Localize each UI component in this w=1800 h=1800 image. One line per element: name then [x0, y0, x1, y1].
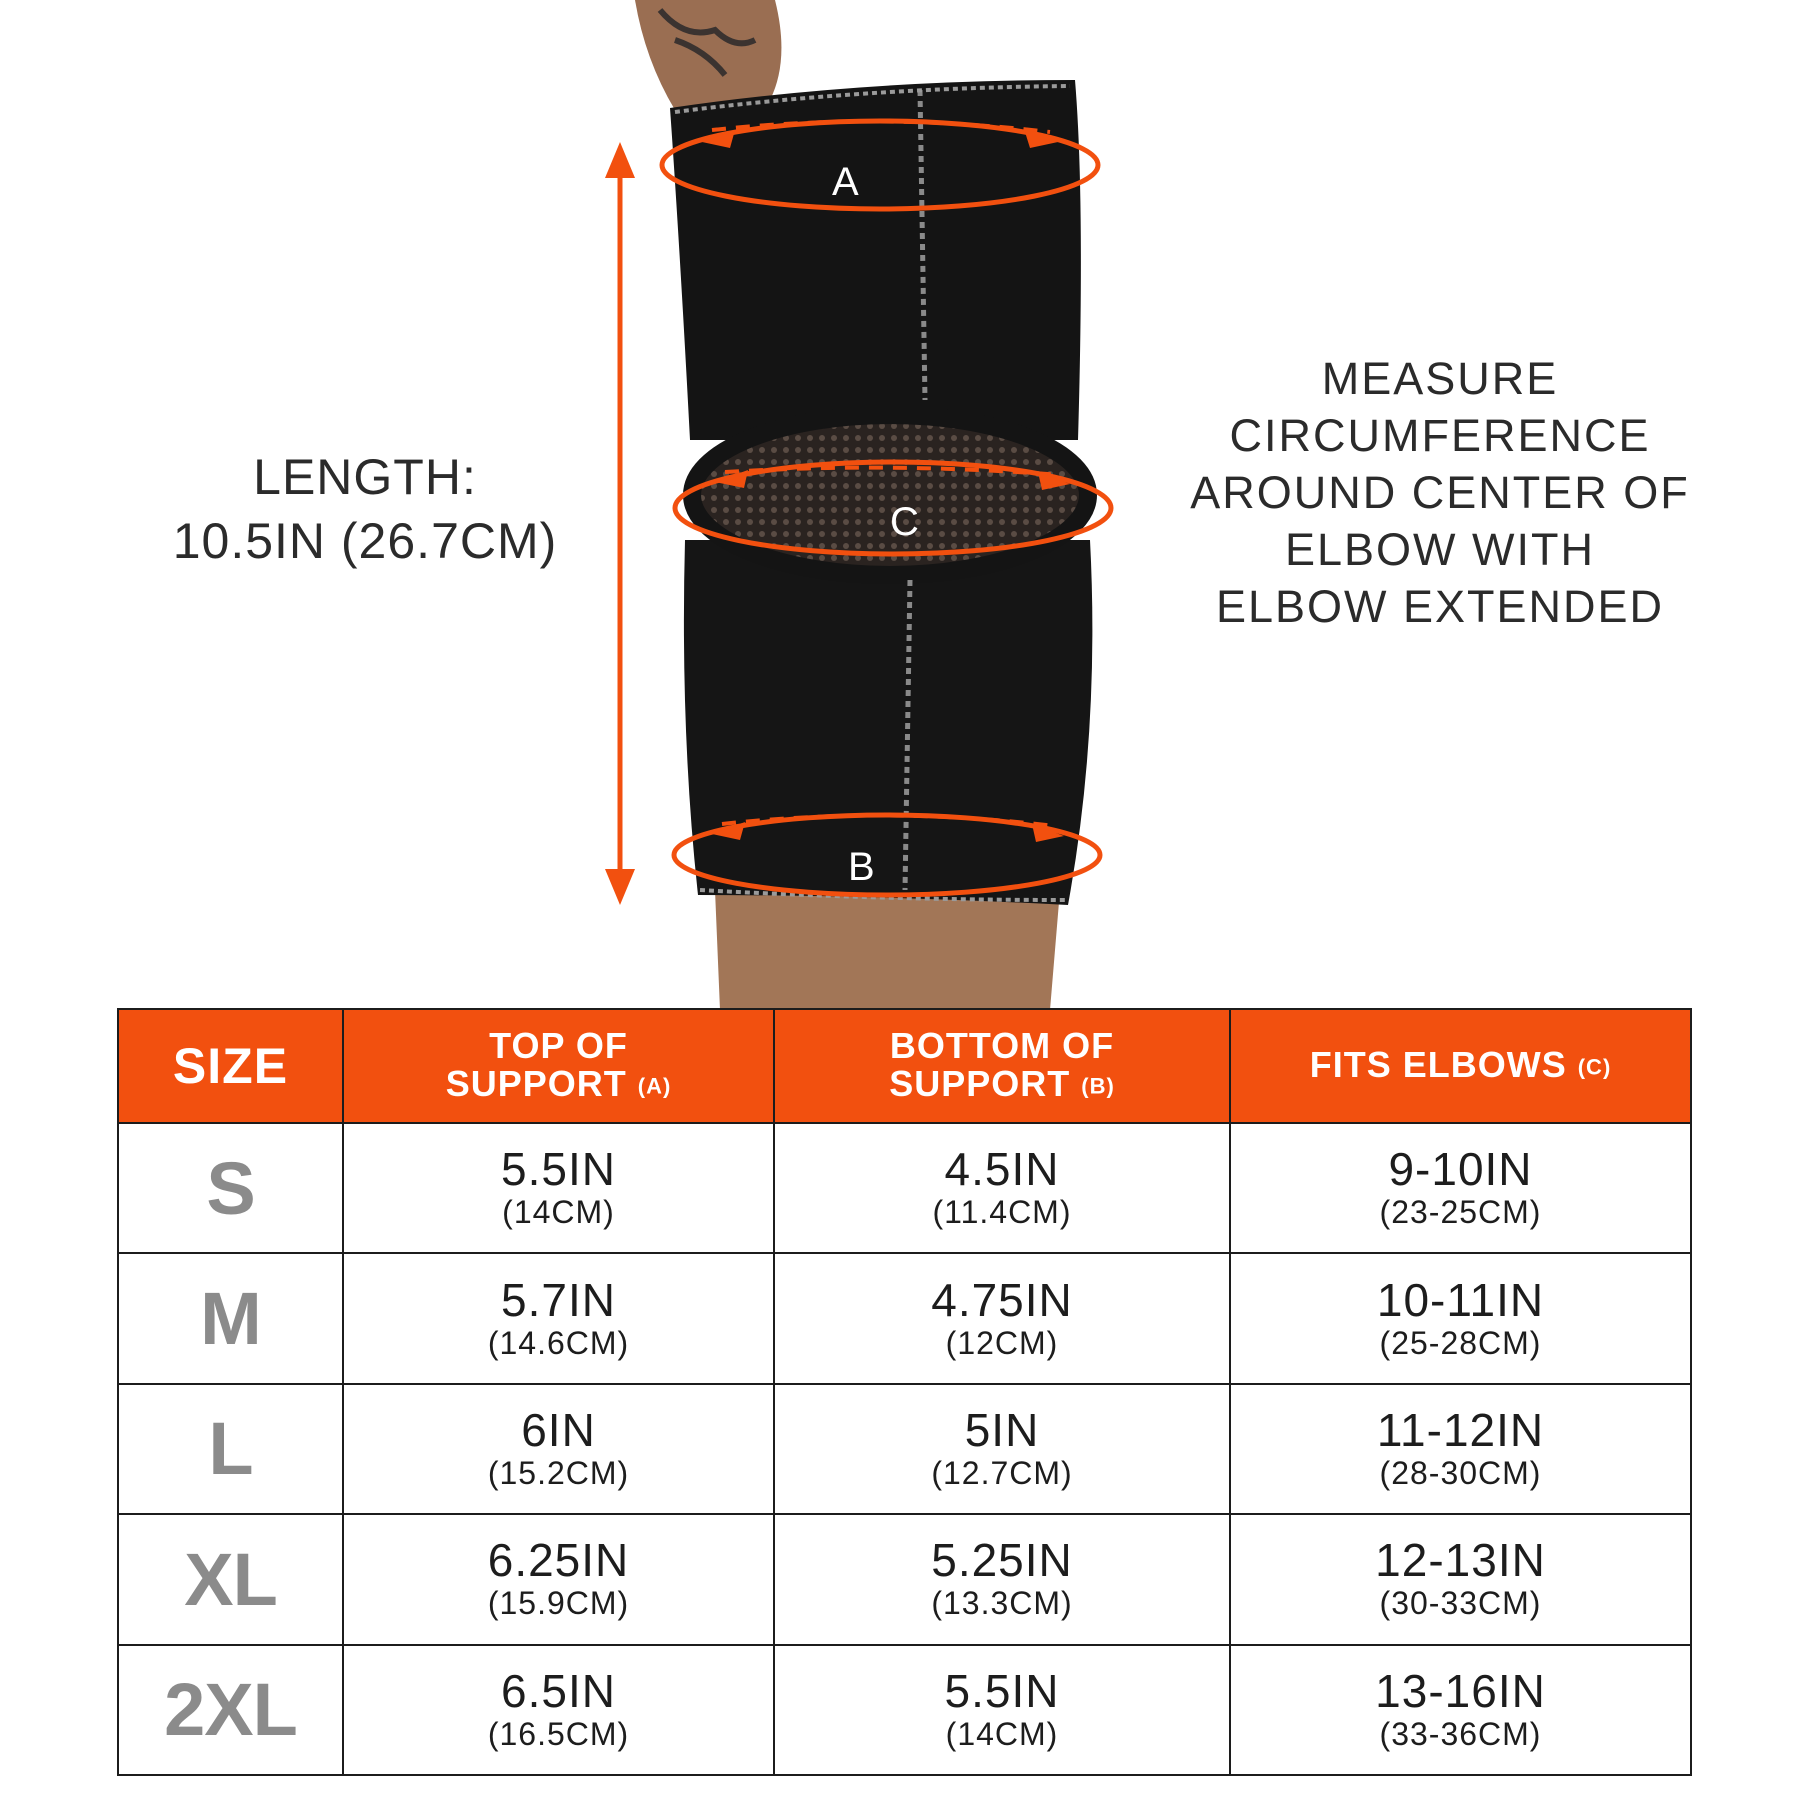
table-row: [118, 1645, 1691, 1775]
value-cm: (12.7CM): [931, 1454, 1073, 1491]
top-support-cell: [343, 1384, 774, 1514]
value-cm: (14.6CM): [487, 1324, 630, 1361]
sleeve-lower: [684, 540, 1092, 905]
length-arrow-head-top: [605, 142, 635, 178]
value-cm: (23-25CM): [1379, 1194, 1542, 1231]
value-cm: (14CM): [945, 1715, 1059, 1752]
value-inches: 5.5IN: [944, 1664, 1060, 1717]
fits-elbows-cell: [1230, 1253, 1691, 1383]
value-cm: (33-36CM): [1379, 1715, 1542, 1752]
measure-line: CIRCUMFERENCE: [1229, 410, 1651, 461]
size-cell: S: [118, 1123, 343, 1253]
size-cell: XL: [118, 1514, 343, 1644]
table-row: [118, 1123, 1691, 1253]
header-top-of-support: [343, 1009, 774, 1123]
table-header-row: [118, 1009, 1691, 1123]
value-cm: (30-33CM): [1379, 1585, 1542, 1622]
size-chart-table: [117, 1008, 1692, 1776]
bottom-support-cell: [774, 1645, 1230, 1775]
header-bottom-line1: BOTTOM OF: [889, 1024, 1115, 1066]
value-inches: 5IN: [964, 1403, 1040, 1456]
value-inches: 12-13IN: [1375, 1534, 1546, 1587]
measure-line: MEASURE: [1321, 353, 1559, 404]
value-inches: 6.5IN: [501, 1664, 616, 1717]
measure-instructions: [1160, 350, 1720, 635]
value-cm: (11.4CM): [932, 1194, 1072, 1231]
value-cm: (25-28CM): [1379, 1324, 1542, 1361]
value-inches: 10-11IN: [1376, 1273, 1545, 1326]
table-row: [118, 1514, 1691, 1644]
value-inches: 4.75IN: [931, 1273, 1073, 1326]
size-cell: 2XL: [118, 1645, 343, 1775]
length-label: [130, 445, 600, 573]
value-inches: 13-16IN: [1375, 1664, 1546, 1717]
measure-line: ELBOW EXTENDED: [1215, 581, 1665, 632]
value-inches: 5.25IN: [931, 1534, 1073, 1587]
header-fits-elbows: [1230, 1009, 1691, 1123]
header-bottom-of-support: [774, 1009, 1230, 1123]
value-cm: (14CM): [502, 1194, 615, 1231]
measure-line: ELBOW WITH: [1285, 524, 1595, 575]
table-row: [118, 1253, 1691, 1383]
size-cell: M: [118, 1253, 343, 1383]
header-top-tag: (A): [637, 1073, 672, 1099]
top-support-cell: [343, 1514, 774, 1644]
bottom-support-cell: [774, 1253, 1230, 1383]
value-inches: 6IN: [521, 1403, 596, 1456]
fits-elbows-cell: [1230, 1514, 1691, 1644]
value-cm: (12CM): [945, 1324, 1059, 1361]
bottom-support-cell: [774, 1514, 1230, 1644]
value-inches: 5.7IN: [501, 1273, 616, 1326]
marker-b-label: B: [848, 845, 875, 889]
marker-a-label: A: [832, 160, 859, 204]
value-cm: (15.9CM): [487, 1585, 630, 1622]
fits-elbows-cell: [1230, 1123, 1691, 1253]
top-support-cell: [343, 1123, 774, 1253]
measure-line: AROUND CENTER OF: [1190, 467, 1690, 518]
value-inches: 9-10IN: [1388, 1143, 1533, 1196]
header-top-line1: TOP OF: [489, 1024, 628, 1066]
value-inches: 6.25IN: [487, 1534, 630, 1587]
header-bottom-tag: (B): [1081, 1073, 1115, 1099]
top-support-cell: [343, 1645, 774, 1775]
fits-elbows-cell: [1230, 1384, 1691, 1514]
table-row: [118, 1384, 1691, 1514]
elbow-mesh-window: [692, 415, 1088, 575]
value-cm: (15.2CM): [487, 1454, 630, 1491]
bottom-support-cell: [774, 1123, 1230, 1253]
value-inches: 11-12IN: [1376, 1403, 1545, 1456]
header-top-line2: SUPPORT: [445, 1062, 627, 1104]
header-bottom-line2: SUPPORT: [889, 1062, 1071, 1104]
header-size: SIZE: [118, 1009, 343, 1123]
forearm: [715, 890, 1060, 1010]
top-support-cell: [343, 1253, 774, 1383]
value-cm: (16.5CM): [487, 1715, 630, 1752]
header-fits-tag: (C): [1577, 1054, 1612, 1080]
bottom-support-cell: [774, 1384, 1230, 1514]
value-cm: (28-30CM): [1379, 1454, 1542, 1491]
length-title: LENGTH:: [253, 449, 477, 505]
value-inches: 5.5IN: [501, 1143, 616, 1196]
marker-c-label: C: [890, 500, 919, 544]
length-value: 10.5IN (26.7CM): [172, 513, 558, 569]
fits-elbows-cell: [1230, 1645, 1691, 1775]
size-cell: L: [118, 1384, 343, 1514]
length-arrow-head-bottom: [605, 869, 635, 905]
value-cm: (13.3CM): [931, 1585, 1073, 1622]
header-fits-line1: FITS ELBOWS: [1309, 1043, 1567, 1085]
value-inches: 4.5IN: [944, 1143, 1060, 1196]
